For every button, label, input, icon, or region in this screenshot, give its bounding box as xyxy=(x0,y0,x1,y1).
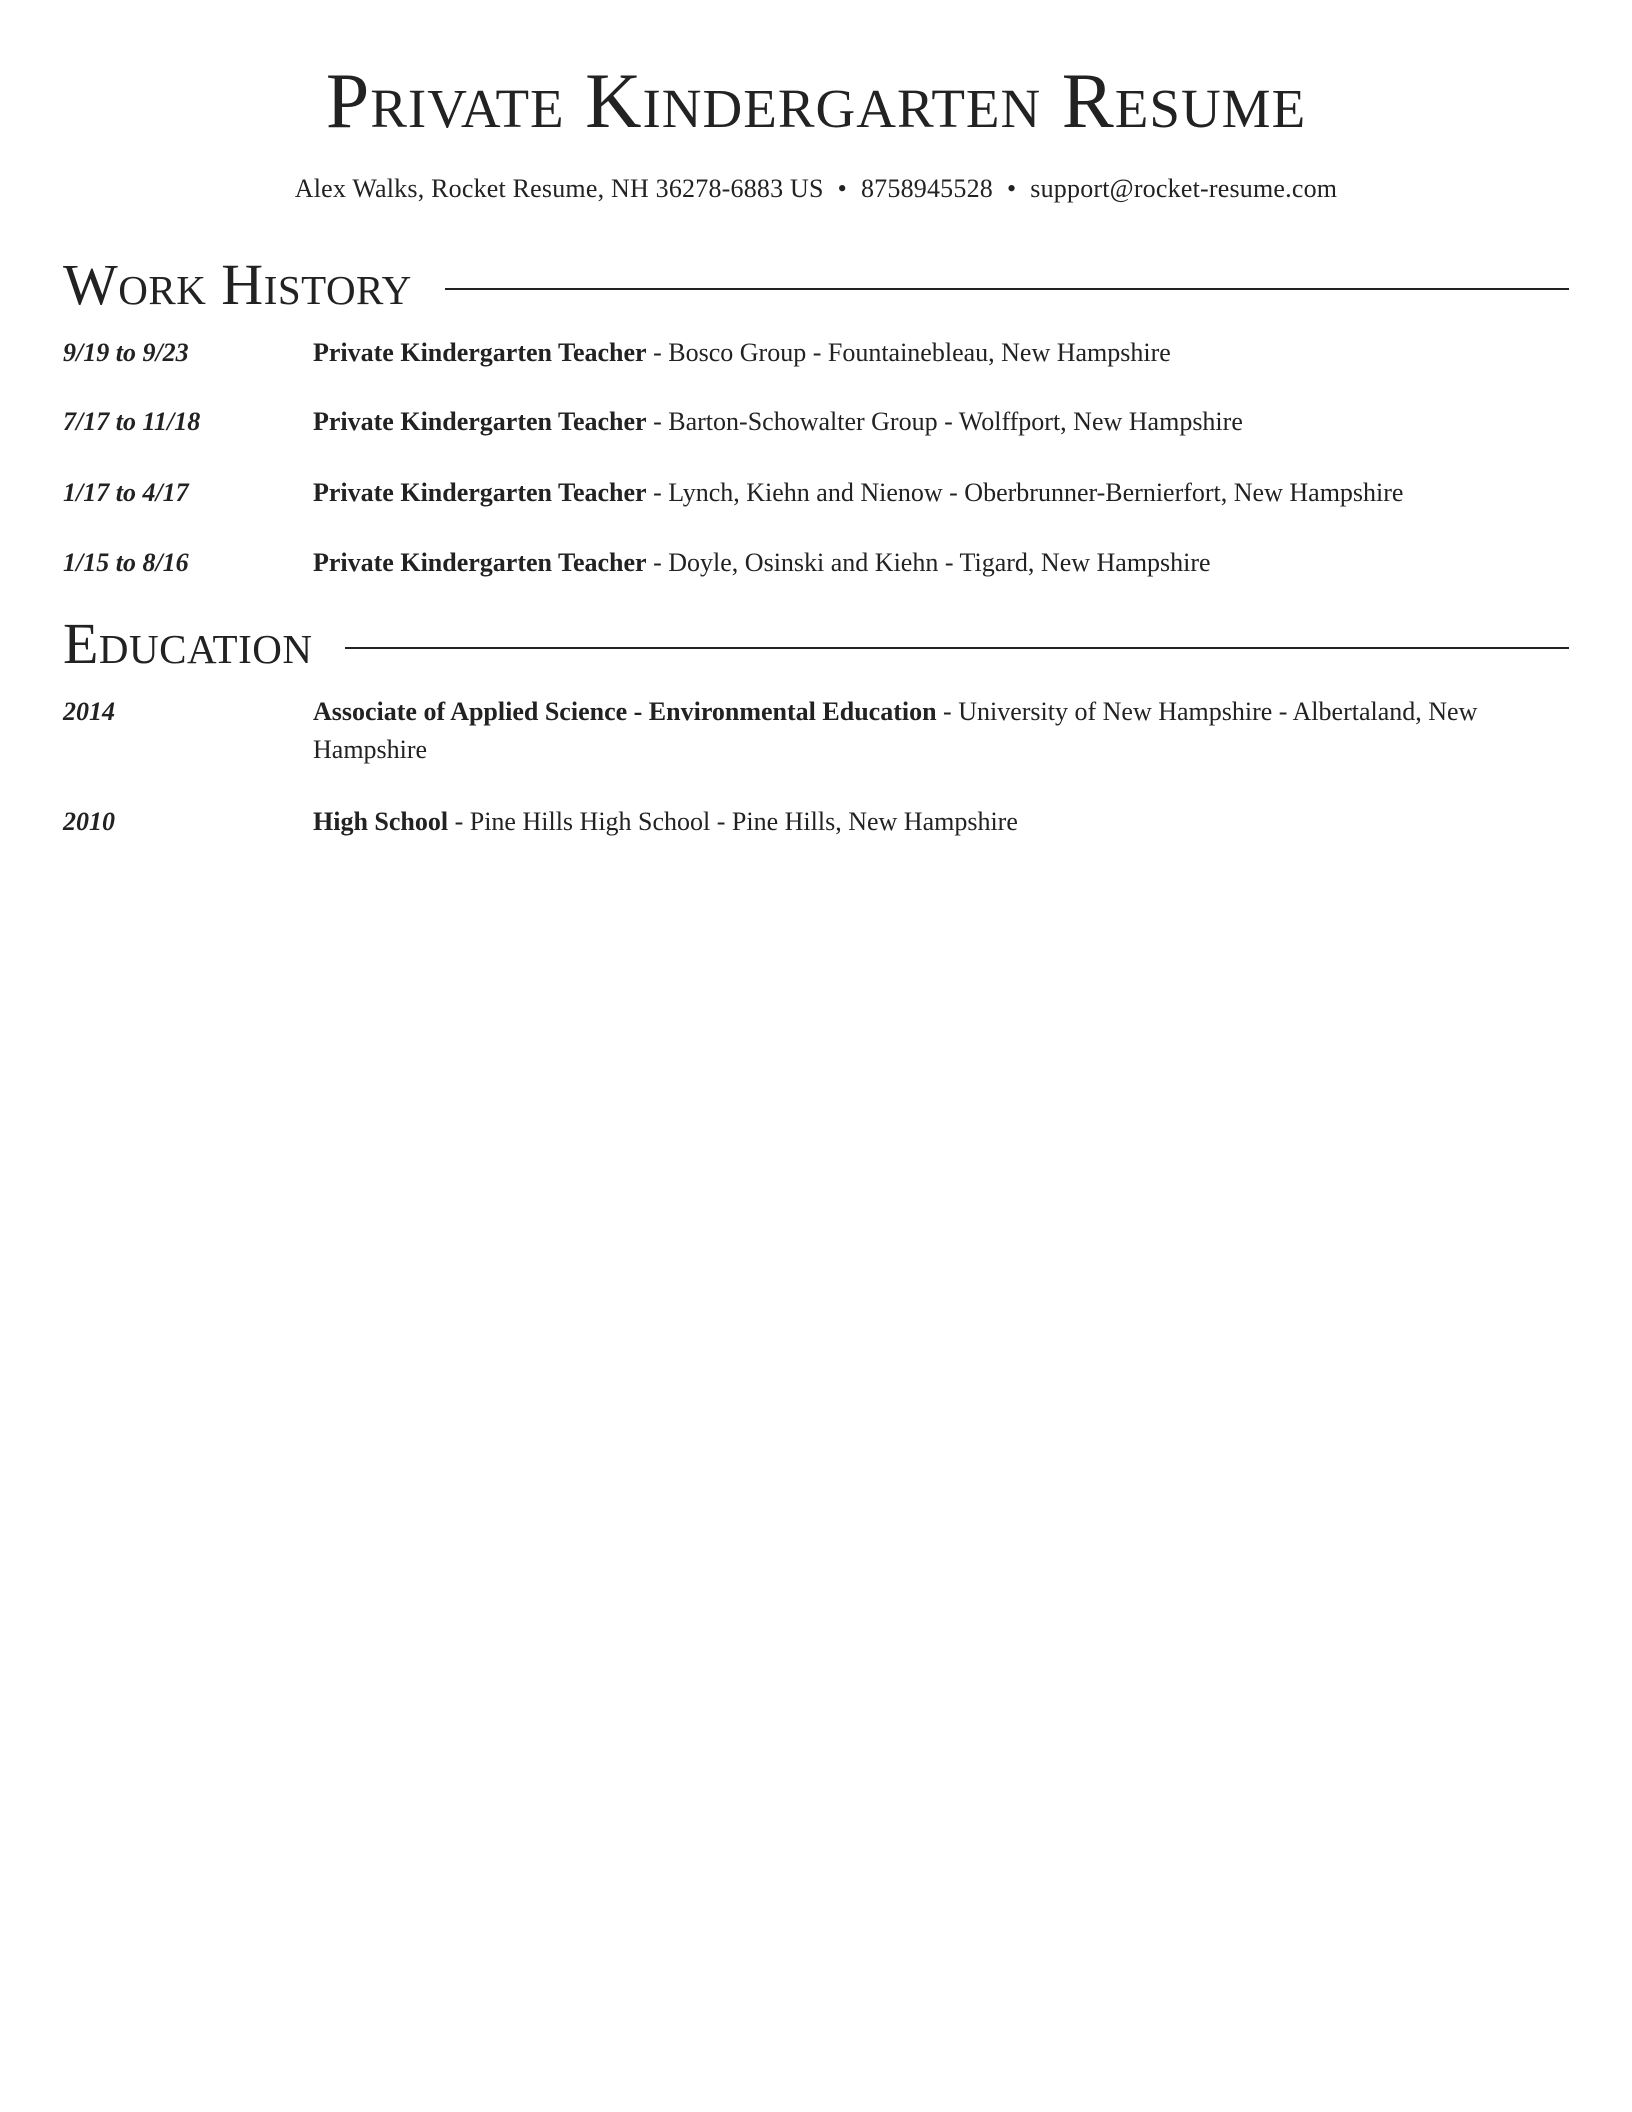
work-entry-description xyxy=(313,544,1569,582)
education-entry xyxy=(63,803,1569,841)
work-entry-date: 9/19 to 9/23 xyxy=(63,338,189,367)
work-entry xyxy=(63,544,1569,582)
education-entry-date: 2014 xyxy=(63,697,115,726)
work-entry-description xyxy=(313,403,1569,441)
work-entry xyxy=(63,403,1569,441)
work-entry-details: - Bosco Group - Fountainebleau, New Hampshire xyxy=(646,338,1171,367)
work-entry-role: Private Kindergarten Teacher xyxy=(313,548,647,577)
education-entry-description xyxy=(313,803,1569,841)
work-entry xyxy=(63,474,1569,512)
work-entry-date: 1/15 to 8/16 xyxy=(63,548,189,577)
education-entry-details: - University of New Hampshire - Albertaland, New Hampshire xyxy=(313,697,1478,764)
work-entry xyxy=(63,334,1569,372)
contact-separator: • xyxy=(837,174,847,203)
education-entry-degree: High School xyxy=(313,807,449,836)
contact-line xyxy=(0,174,1632,204)
work-history-section xyxy=(63,250,1569,590)
education-section xyxy=(63,609,1569,859)
work-entry-details: - Lynch, Kiehn and Nienow - Oberbrunner-Bernierfort, New Hampshire xyxy=(646,478,1404,507)
work-entry-details: - Doyle, Osinski and Kiehn - Tigard, New Hampshire xyxy=(646,548,1211,577)
education-entry-description xyxy=(313,693,1569,769)
work-entry-description xyxy=(313,334,1569,372)
education-entry xyxy=(63,693,1569,769)
resume-title: Private Kindergarten Resume xyxy=(325,57,1307,144)
work-history-heading: Work History xyxy=(63,252,412,317)
education-header xyxy=(63,609,1569,679)
work-entry-role: Private Kindergarten Teacher xyxy=(313,407,647,436)
section-divider xyxy=(345,647,1569,649)
education-entry-date: 2010 xyxy=(63,807,115,836)
work-entry-details: - Barton-Schowalter Group - Wolffport, New Hampshire xyxy=(646,407,1243,436)
work-entry-role: Private Kindergarten Teacher xyxy=(313,478,647,507)
contact-separator: • xyxy=(1006,174,1017,203)
contact-phone: 8758945528 xyxy=(860,174,993,203)
education-entry-details: - Pine Hills High School - Pine Hills, New Hampshire xyxy=(448,807,1018,836)
work-history-header xyxy=(63,250,1569,320)
contact-address: Alex Walks, Rocket Resume, NH 36278-6883 US xyxy=(294,174,824,203)
education-heading: Education xyxy=(63,611,313,676)
section-divider xyxy=(445,288,1569,290)
work-entry-description xyxy=(313,474,1569,512)
work-entry-role: Private Kindergarten Teacher xyxy=(313,338,647,367)
work-entry-date: 7/17 to 11/18 xyxy=(63,407,201,436)
education-entry-degree: Associate of Applied Science - Environmental Education xyxy=(313,697,937,726)
work-entry-date: 1/17 to 4/17 xyxy=(63,478,189,507)
contact-email: support@rocket-resume.com xyxy=(1030,174,1338,203)
